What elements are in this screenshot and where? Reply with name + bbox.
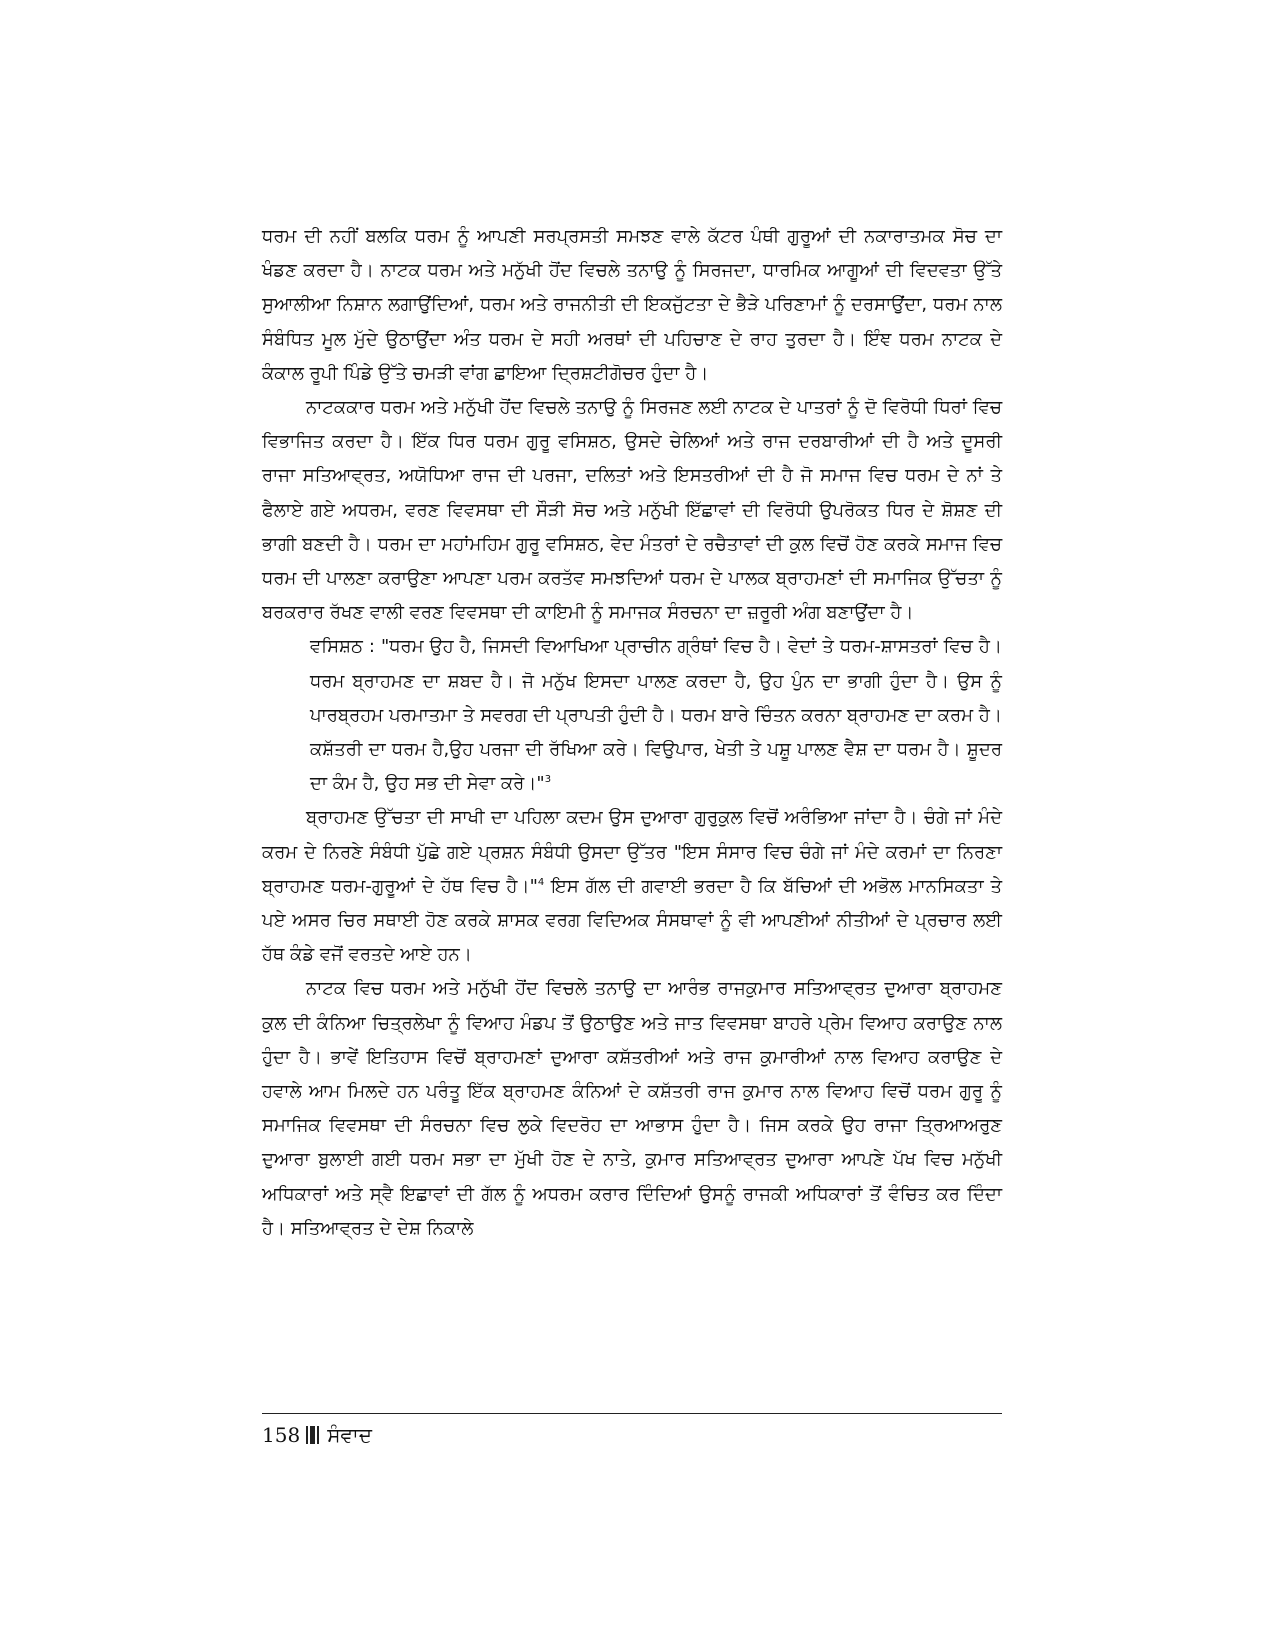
paragraph-2: ਨਾਟਕਕਾਰ ਧਰਮ ਅਤੇ ਮਨੁੱਖੀ ਹੋਂਦ ਵਿਚਲੇ ਤਨਾਉ ਨੂੰ ਸਿਰਜਣ ਲਈ ਨਾਟਕ ਦੇ ਪਾਤਰਾਂ ਨੂੰ ਦੋ ਵਿਰੋਧੀ ਧਿਰਾਂ ਵਿਚ ਵਿਭਾਜਿਤ ਕਰਦਾ ਹੈ। ਇੱਕ ਧਿਰ ਧਰਮ ਗੁਰੂ ਵਸਿਸ਼ਠ, ਉਸਦੇ ਚੇਲਿਆਂ ਅਤੇ ਰਾਜ ਦਰਬਾਰੀਆਂ ਦੀ ਹੈ ਅਤੇ ਦੂਸਰੀ ਰਾਜਾ ਸਤਿਆਵ੍ਰਤ, ਅਯੋਧਿਆ ਰਾਜ ਦੀ ਪਰਜਾ, ਦਲਿਤਾਂ ਅਤੇ ਇਸਤਰੀਆਂ ਦੀ ਹੈ ਜੋ ਸਮਾਜ ਵਿਚ ਧਰਮ ਦੇ ਨਾਂ ਤੇ ਫੈਲਾਏ ਗਏ ਅਧਰਮ, ਵਰਣ ਵਿਵਸਥਾ ਦੀ ਸੌੜੀ ਸੋਚ ਅਤੇ ਮਨੁੱਖੀ ਇੱਛਾਵਾਂ ਦੀ ਵਿਰੋਧੀ ਉਪਰੋਕਤ ਧਿਰ ਦੇ ਸ਼ੋਸ਼ਣ ਦੀ ਭਾਗੀ ਬਣਦੀ ਹੈ। ਧਰਮ ਦਾ ਮਹਾਂਮਹਿਮ ਗੁਰੂ ਵਸਿਸ਼ਠ, ਵੇਦ ਮੰਤਰਾਂ ਦੇ ਰਚੈਤਾਵਾਂ ਦੀ ਕੁਲ ਵਿਚੋਂ ਹੋਣ ਕਰਕੇ ਸਮਾਜ ਵਿਚ ਧਰਮ ਦੀ ਪਾਲਣਾ ਕਰਾਉਣਾ ਆਪਣਾ ਪਰਮ ਕਰਤੱਵ ਸਮਝਦਿਆਂ ਧਰਮ ਦੇ ਪਾਲਕ ਬ੍ਰਾਹਮਣਾਂ ਦੀ ਸਮਾਜਿਕ ਉੱਚਤਾ ਨੂੰ ਬਰਕਰਾਰ ਰੱਖਣ ਵਾਲੀ ਵਰਣ ਵਿਵਸਥਾ ਦੀ ਕਾਇਮੀ ਨੂੰ ਸਮਾਜਕ ਸੰਰਚਨਾ ਦਾ ਜ਼ਰੂਰੀ ਅੰਗ ਬਣਾਉਂਦਾ ਹੈ। — [262, 397, 1002, 624]
paragraph-3-text: ਬ੍ਰਾਹਮਣ ਉੱਚਤਾ ਦੀ ਸਾਖੀ ਦਾ ਪਹਿਲਾ ਕਦਮ ਉਸ ਦੁਆਰਾ ਗੁਰੁਕੁਲ ਵਿਚੋਂ ਅਰੰਭਿਆ ਜਾਂਦਾ ਹੈ। ਚੰਗੇ ਜਾਂ ਮੰਦੇ ਕਰਮ ਦੇ ਨਿਰਣੇ ਸੰਬੰਧੀ ਪੁੱਛੇ ਗਏ ਪ੍ਰਸ਼ਨ ਸੰਬੰਧੀ ਉਸਦਾ ਉੱਤਰ "ਇਸ ਸੰਸਾਰ ਵਿਚ ਚੰਗੇ ਜਾਂ ਮੰਦੇ ਕਰਮਾਂ ਦਾ ਨਿਰਣਾ ਬ੍ਰਾਹਮਣ ਧਰਮ-ਗੁਰੂਆਂ ਦੇ ਹੱਥ ਵਿਚ ਹੈ।" — [262, 807, 1002, 897]
footnote-ref-4[interactable]: 4 — [537, 876, 545, 888]
page-footer — [262, 1420, 372, 1450]
page-body — [262, 220, 1002, 1246]
page-number: 158 — [262, 1423, 301, 1447]
separator-bars-icon — [306, 1425, 319, 1445]
block-quote — [310, 630, 1002, 801]
footer-rule — [262, 1413, 1002, 1414]
quote-text: ਵਸਿਸ਼ਠ : "ਧਰਮ ਉਹ ਹੈ, ਜਿਸਦੀ ਵਿਆਖਿਆ ਪ੍ਰਾਚੀਨ ਗ੍ਰੰਥਾਂ ਵਿਚ ਹੈ। ਵੇਦਾਂ ਤੇ ਧਰਮ-ਸ਼ਾਸਤਰਾਂ ਵਿਚ ਹੈ। ਧਰਮ ਬ੍ਰਾਹਮਣ ਦਾ ਸ਼ਬਦ ਹੈ। ਜੋ ਮਨੁੱਖ ਇਸਦਾ ਪਾਲਣ ਕਰਦਾ ਹੈ, ਉਹ ਪੁੰਨ ਦਾ ਭਾਗੀ ਹੁੰਦਾ ਹੈ। ਉਸ ਨੂੰ ਪਾਰਬ੍ਰਹਮ ਪਰਮਾਤਮਾ ਤੇ ਸਵਰਗ ਦੀ ਪ੍ਰਾਪਤੀ ਹੁੰਦੀ ਹੈ। ਧਰਮ ਬਾਰੇ ਚਿੰਤਨ ਕਰਨਾ ਬ੍ਰਾਹਮਣ ਦਾ ਕਰਮ ਹੈ। ਕਸ਼ੱਤਰੀ ਦਾ ਧਰਮ ਹੈ,ਉਹ ਪਰਜਾ ਦੀ ਰੱਖਿਆ ਕਰੇ। ਵਿਉਪਾਰ, ਖੇਤੀ ਤੇ ਪਸ਼ੂ ਪਾਲਣ ਵੈਸ਼ ਦਾ ਧਰਮ ਹੈ। ਸ਼ੂਦਰ ਦਾ ਕੰਮ ਹੈ, ਉਹ ਸਭ ਦੀ ਸੇਵਾ ਕਰੇ।" — [310, 636, 1002, 795]
paragraph-3-rest: ਇਸ ਗੱਲ ਦੀ ਗਵਾਈ ਭਰਦਾ ਹੈ ਕਿ ਬੱਚਿਆਂ ਦੀ ਅਭੋਲ ਮਾਨਸਿਕਤਾ ਤੇ ਪਏ ਅਸਰ ਚਿਰ ਸਥਾਈ ਹੋਣ ਕਰਕੇ ਸ਼ਾਸਕ ਵਰਗ ਵਿਦਿਅਕ ਸੰਸਥਾਵਾਂ ਨੂੰ ਵੀ ਆਪਣੀਆਂ ਨੀਤੀਆਂ ਦੇ ਪ੍ਰਚਾਰ ਲਈ ਹੱਥ ਕੰਡੇ ਵਜੋਂ ਵਰਤਦੇ ਆਏ ਹਨ। — [262, 875, 1003, 966]
paragraph-4: ਨਾਟਕ ਵਿਚ ਧਰਮ ਅਤੇ ਮਨੁੱਖੀ ਹੋਂਦ ਵਿਚਲੇ ਤਨਾਉ ਦਾ ਆਰੰਭ ਰਾਜਕੁਮਾਰ ਸਤਿਆਵ੍ਰਤ ਦੁਆਰਾ ਬ੍ਰਾਹਮਣ ਕੁਲ ਦੀ ਕੰਨਿਆ ਚਿਤ੍ਰਲੇਖਾ ਨੂੰ ਵਿਆਹ ਮੰਡਪ ਤੋਂ ਉਠਾਉਣ ਅਤੇ ਜਾਤ ਵਿਵਸਥਾ ਬਾਹਰੇ ਪ੍ਰੇਮ ਵਿਆਹ ਕਰਾਉਣ ਨਾਲ ਹੁੰਦਾ ਹੈ। ਭਾਵੇਂ ਇਤਿਹਾਸ ਵਿਚੋਂ ਬ੍ਰਾਹਮਣਾਂ ਦੁਆਰਾ ਕਸ਼ੱਤਰੀਆਂ ਅਤੇ ਰਾਜ ਕੁਮਾਰੀਆਂ ਨਾਲ ਵਿਆਹ ਕਰਾਉਣ ਦੇ ਹਵਾਲੇ ਆਮ ਮਿਲਦੇ ਹਨ ਪਰੰਤੂ ਇੱਕ ਬ੍ਰਾਹਮਣ ਕੰਨਿਆਂ ਦੇ ਕਸ਼ੱਤਰੀ ਰਾਜ ਕੁਮਾਰ ਨਾਲ ਵਿਆਹ ਵਿਚੋਂ ਧਰਮ ਗੁਰੂ ਨੂੰ ਸਮਾਜਿਕ ਵਿਵਸਥਾ ਦੀ ਸੰਰਚਨਾ ਵਿਚ ਲੁਕੇ ਵਿਦਰੋਹ ਦਾ ਆਭਾਸ ਹੁੰਦਾ ਹੈ। ਜਿਸ ਕਰਕੇ ਉਹ ਰਾਜਾ ਤ੍ਰਿਆਅਰੁਣ ਦੁਆਰਾ ਬੁਲਾਈ ਗਈ ਧਰਮ ਸਭਾ ਦਾ ਮੁੱਖੀ ਹੋਣ ਦੇ ਨਾਤੇ, ਕੁਮਾਰ ਸਤਿਆਵ੍ਰਤ ਦੁਆਰਾ ਆਪਣੇ ਪੱਖ ਵਿਚ ਮਨੁੱਖੀ ਅਧਿਕਾਰਾਂ ਅਤੇ ਸ੍ਵੈ ਇਛਾਵਾਂ ਦੀ ਗੱਲ ਨੂੰ ਅਧਰਮ ਕਰਾਰ ਦਿੰਦਿਆਂ ਉਸਨੂੰ ਰਾਜਕੀ ਅਧਿਕਾਰਾਂ ਤੋਂ ਵੰਚਿਤ ਕਰ ਦਿੰਦਾ ਹੈ। ਸਤਿਆਵ੍ਰਤ ਦੇ ਦੇਸ਼ ਨਿਕਾਲੇ — [262, 978, 1002, 1239]
body-text — [262, 220, 1002, 1246]
footnote-ref-3[interactable]: 3 — [544, 774, 552, 786]
paragraph-1: ਧਰਮ ਦੀ ਨਹੀਂ ਬਲਕਿ ਧਰਮ ਨੂੰ ਆਪਣੀ ਸਰਪ੍ਰਸਤੀ ਸਮਝਣ ਵਾਲੇ ਕੱਟਰ ਪੰਥੀ ਗੁਰੂਆਂ ਦੀ ਨਕਾਰਾਤਮਕ ਸੋਚ ਦਾ ਖੰਡਣ ਕਰਦਾ ਹੈ। ਨਾਟਕ ਧਰਮ ਅਤੇ ਮਨੁੱਖੀ ਹੋਂਦ ਵਿਚਲੇ ਤਨਾਉ ਨੂੰ ਸਿਰਜਦਾ, ਧਾਰਮਿਕ ਆਗੂਆਂ ਦੀ ਵਿਦਵਤਾ ਉੱਤੇ ਸੁਆਲੀਆ ਨਿਸ਼ਾਨ ਲਗਾਉਂਦਿਆਂ, ਧਰਮ ਅਤੇ ਰਾਜਨੀਤੀ ਦੀ ਇਕਜੁੱਟਤਾ ਦੇ ਭੈੜੇ ਪਰਿਣਾਮਾਂ ਨੂੰ ਦਰਸਾਉਂਦਾ, ਧਰਮ ਨਾਲ ਸੰਬੰਧਿਤ ਮੂਲ ਮੁੱਦੇ ਉਠਾਉਂਦਾ ਅੰਤ ਧਰਮ ਦੇ ਸਹੀ ਅਰਥਾਂ ਦੀ ਪਹਿਚਾਣ ਦੇ ਰਾਹ ਤੁਰਦਾ ਹੈ। ਇੰਞ ਧਰਮ ਨਾਟਕ ਦੇ ਕੰਕਾਲ ਰੂਪੀ ਪਿੰਡੇ ਉੱਤੇ ਚਮੜੀ ਵਾਂਗ ਛਾਇਆ ਦ੍ਰਿਸ਼ਟੀਗੋਚਰ ਹੁੰਦਾ ਹੈ। — [262, 226, 1002, 384]
journal-name: ਸੰਵਾਦ — [327, 1423, 372, 1447]
paragraph-3 — [262, 801, 1002, 972]
